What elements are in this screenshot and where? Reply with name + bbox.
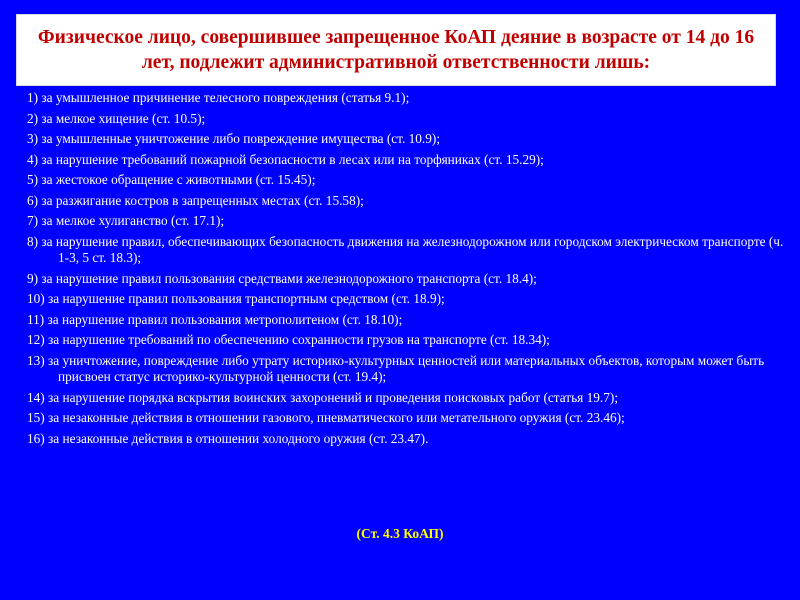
list-item: 14) за нарушение порядка вскрытия воинских захоронений и проведения поисковых работ (статья 19.7); xyxy=(27,389,619,405)
list-item: 2) за мелкое хищение (ст. 10.5); xyxy=(27,110,206,126)
list-item: 4) за нарушение требований пожарной безопасности в лесах или на торфяниках (ст. 15.29); xyxy=(27,151,544,167)
list-item: 5) за жестокое обращение с животными (ст. 15.45); xyxy=(27,172,316,187)
list-item: 7) за мелкое хулиганство (ст. 17.1); xyxy=(27,213,225,228)
list-item: 8) за нарушение правил, обеспечивающих безопасность движения на железнодорожном или городском электрическом транспорте (ч. 1-3, 5 ст. 18.3); xyxy=(27,233,784,265)
footer-citation: (Ст. 4.3 КоАП) xyxy=(356,526,444,541)
title-box xyxy=(16,14,776,86)
list-item: 12) за нарушение требований по обеспечению сохранности грузов на транспорте (ст. 18.34); xyxy=(27,332,550,347)
list-item: 13) за уничтожение, повреждение либо утрату историко-культурных ценностей или материальных объектов, которым может быть присвоен статус историко-культурной ценности (ст. 19.4); xyxy=(27,352,765,384)
offense-list xyxy=(27,90,787,451)
list-item: 11) за нарушение правил пользования метрополитеном (ст. 18.10); xyxy=(27,311,403,327)
list-item: 1) за умышленное причинение телесного повреждения (статья 9.1); xyxy=(27,90,410,105)
list-item: 15) за незаконные действия в отношении газового, пневматического или метательного оружия (ст. 23.46); xyxy=(27,410,625,425)
list-item: 6) за разжигание костров в запрещенных местах (ст. 15.58); xyxy=(27,192,364,208)
list-item: 10) за нарушение правил пользования транспортным средством (ст. 18.9); xyxy=(27,291,445,306)
slide-title: Физическое лицо, совершившее запрещенное КоАП деяние в возрасте от 14 до 16 лет, подлежит административной ответственности лишь: xyxy=(37,27,755,73)
list-item: 3) за умышленные уничтожение либо повреждение имущества (ст. 10.9); xyxy=(27,131,441,146)
list-item: 16) за незаконные действия в отношении холодного оружия (ст. 23.47). xyxy=(27,430,429,446)
list-item: 9) за нарушение правил пользования средствами железнодорожного транспорта (ст. 18.4); xyxy=(27,270,537,286)
